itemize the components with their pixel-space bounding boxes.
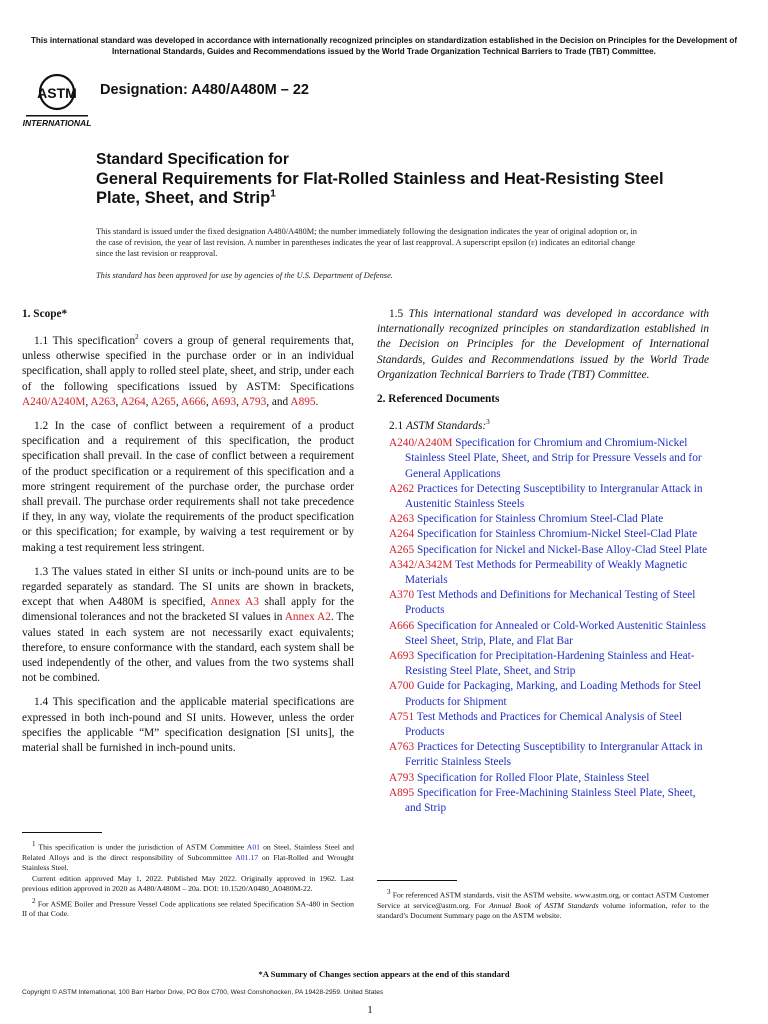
logo-bottom-text: INTERNATIONAL bbox=[22, 118, 92, 128]
issuance-note: This standard is issued under the fixed designation A480/A480M; the number immediately following the designation indicates the year of original adoption or, in the case of revision, the year of last revision. A number in parentheses indicates the year of last reapproval. A superscript epsilon (ε) indicates an editorial change since the last revision or reapproval. bbox=[96, 227, 637, 258]
standard-code[interactable]: A265 bbox=[389, 543, 415, 556]
referenced-standards-list bbox=[377, 436, 709, 816]
footnote-3: $^3$ For referenced ASTM standards, visit the ASTM website, www.astm.org, or contact ASTM Customer Service at service@astm.org. For Annual Book of ASTM Standards volume information, refer to the standard’s Document Summary page on the ASTM website. bbox=[377, 888, 709, 920]
referenced-standard-item[interactable] bbox=[377, 786, 709, 816]
footnotes-left bbox=[22, 839, 354, 921]
subcommittee-a01-17-link[interactable]: A01.17 bbox=[235, 852, 259, 862]
standard-code[interactable]: A693 bbox=[389, 650, 415, 663]
footnote-1-edition: Current edition approved May 1, 2022. Published May 2022. Originally approved in 1962. Last previous edition approved in 2020 as A480/A480M – 20a. DOI: 10.1520/A0480_A0480M-22. bbox=[22, 874, 354, 894]
standard-title[interactable]: Specification for Annealed or Cold-Worked Austenitic Stainless Steel Sheet, Strip, Plate, and Flat Bar bbox=[405, 619, 706, 647]
referenced-standard-item[interactable] bbox=[377, 771, 709, 786]
standard-code[interactable]: A263 bbox=[389, 513, 415, 526]
para-1-5: 1.5 This international standard was developed in accordance with internationally recognized principles on standardization established in the Decision on Principles for the Development of International Standards, Guides and Recommendations issued by the World Trade Organization Technical Barriers to Trade (TBT) Committee. bbox=[377, 308, 709, 381]
para-2-1: 2.1 ASTM Standards:$^3$ bbox=[389, 418, 490, 432]
page-number: 1 bbox=[367, 1004, 373, 1016]
footnote-right bbox=[377, 887, 709, 922]
standard-code[interactable]: A264 bbox=[389, 528, 415, 541]
standard-code[interactable]: A895 bbox=[389, 786, 415, 799]
standard-title[interactable]: Specification for Stainless Chromium-Nickel Steel-Clad Plate bbox=[416, 528, 698, 541]
ref-a895[interactable]: A895 bbox=[290, 395, 316, 408]
astm-logo bbox=[22, 68, 92, 130]
ref-a793[interactable]: A793 bbox=[241, 395, 267, 408]
standard-code[interactable]: A370 bbox=[389, 589, 415, 602]
standard-title[interactable]: Specification for Free-Machining Stainless Steel Plate, Sheet, and Strip bbox=[405, 786, 696, 815]
referenced-standard-item[interactable] bbox=[377, 558, 709, 588]
referenced-standard-item[interactable] bbox=[377, 649, 709, 679]
referenced-standard-item[interactable] bbox=[377, 740, 709, 770]
footnote-3-ref[interactable]: 3 bbox=[486, 418, 490, 427]
standard-title[interactable]: Practices for Detecting Susceptibility to Intergranular Attack in Austenitic Stainless Steels bbox=[405, 482, 703, 510]
standard-title[interactable]: Guide for Packaging, Marking, and Loading Methods for Steel Products for Shipment bbox=[405, 680, 702, 708]
ref-a264[interactable]: A264 bbox=[120, 395, 146, 408]
referenced-standard-item[interactable] bbox=[377, 436, 709, 482]
right-column bbox=[377, 307, 709, 816]
ref-annex-a2[interactable]: Annex A2 bbox=[284, 611, 331, 624]
title-line1: Standard Specification for bbox=[96, 151, 289, 168]
para-1-3: 1.3 The values stated in either SI units or inch-pound units are to be regarded separately as standard. The SI units are shown in brackets, except that when A480M is specified, Annex A3 shall apply for the dimensional tolerances and not the bracketed SI values in Annex A2. The values stated in each system are not necessarily exact equivalents; therefore, to ensure conformance with the standard, each system shall be used independently of the other, and values from the two systems shall not be combined. bbox=[22, 565, 354, 685]
document-title bbox=[96, 150, 696, 209]
defense-note: This standard has been approved for use by agencies of the U.S. Department of Defense. bbox=[96, 271, 393, 280]
standard-title[interactable]: Specification for Precipitation-Hardening Stainless and Heat-Resisting Steel Plate, Sheet, and Strip bbox=[405, 650, 695, 678]
standard-title[interactable]: Test Methods and Practices for Chemical Analysis of Steel Products bbox=[405, 710, 682, 739]
ref-a666[interactable]: A666 bbox=[180, 395, 206, 408]
footnote-1: $^1$ This specification is under the jurisdiction of ASTM Committee A01 on Steel, Stainless Steel and Related Alloys and is the direct responsibility of Subcommittee A01.17 on Flat-Rolled and Wrought Stainless Steel. bbox=[22, 840, 355, 872]
scope-heading: 1. Scope* bbox=[22, 308, 68, 320]
standard-title[interactable]: Specification for Rolled Floor Plate, Stainless Steel bbox=[416, 771, 650, 784]
ref-a693[interactable]: A693 bbox=[210, 395, 237, 408]
logo-top-text: ASTM bbox=[37, 85, 77, 101]
referenced-standard-item[interactable] bbox=[377, 679, 709, 709]
referenced-standard-item[interactable] bbox=[377, 588, 709, 618]
ref-a265[interactable]: A265 bbox=[150, 395, 176, 408]
footnote-rule-left bbox=[22, 832, 102, 833]
standard-code[interactable]: A240/A240M bbox=[389, 437, 453, 450]
standard-title[interactable]: Practices for Detecting Susceptibility to Intergranular Attack in Ferritic Stainless Steels bbox=[405, 741, 703, 769]
left-column bbox=[22, 307, 354, 765]
tbt-notice: This international standard was developed in accordance with internationally recognized principles on standardization established in the Decision on Principles for the Development of International Standards, Guides and Recommendations issued by the World Trade Organization Technical Barriers to Trade (TBT) Committee. bbox=[30, 36, 738, 56]
standard-title[interactable]: Specification for Nickel and Nickel-Base Alloy-Clad Steel Plate bbox=[416, 543, 708, 556]
standard-title[interactable]: Specification for Chromium and Chromium-Nickel Stainless Steel Plate, Sheet, and Strip for Pressure Vessels and for General Applications bbox=[405, 437, 702, 480]
referenced-standard-item[interactable] bbox=[377, 512, 709, 527]
standard-code[interactable]: A262 bbox=[389, 482, 415, 495]
footnote-2-ref[interactable]: 2 bbox=[135, 333, 139, 342]
copyright: Copyright © ASTM International, 100 Barr Harbor Drive, PO Box C700, West Conshohocken, PA 19428-2959. United States bbox=[22, 989, 384, 996]
standard-title[interactable]: Test Methods for Permeability of Weakly Magnetic Materials bbox=[405, 558, 688, 587]
standard-code[interactable]: A700 bbox=[389, 680, 415, 693]
footnote-2: $^2$ For ASME Boiler and Pressure Vessel Code applications see related Specification SA-480 in Section II of that Code. bbox=[22, 896, 354, 919]
standard-code[interactable]: A793 bbox=[389, 771, 415, 784]
standard-code[interactable]: A751 bbox=[389, 710, 415, 723]
para-1-4: 1.4 This specification and the applicable material specifications are expressed in both inch-pound and SI units. However, unless the order specifies the applicable “M” specification designation [SI units], the material shall be furnished in inch-pound units. bbox=[22, 696, 354, 755]
referenced-standard-item[interactable] bbox=[377, 482, 709, 512]
standard-code[interactable]: A666 bbox=[389, 619, 415, 632]
committee-a01-link[interactable]: A01 bbox=[246, 842, 261, 852]
ref-annex-a3[interactable]: Annex A3 bbox=[210, 596, 259, 609]
designation: Designation: A480/A480M – 22 bbox=[100, 82, 309, 98]
ref-a240[interactable]: A240/A240M bbox=[22, 395, 86, 408]
standard-title[interactable]: Test Methods and Definitions for Mechanical Testing of Steel Products bbox=[405, 589, 696, 617]
ref-a263[interactable]: A263 bbox=[90, 395, 116, 408]
referenced-standard-item[interactable] bbox=[377, 619, 709, 649]
refdocs-heading: 2. Referenced Documents bbox=[377, 393, 500, 406]
para-1-1: 1.1 This specification$^2$ covers a group of general requirements that, unless otherwise specified in the purchase order or in an individual specification, shall apply to rolled steel plate, sheet, and strip, under each of the following specifications issued by ASTM: Specifications A240/A240M, A263, A264, A265, A666, A693, A793, and A895. bbox=[22, 333, 354, 408]
referenced-standard-item[interactable] bbox=[377, 527, 709, 542]
para-1-2: 1.2 In the case of conflict between a requirement of a product specification and a requirement of this specification, the product specification shall prevail. In the case of conflict between a requirement of the product specification or a requirement of this specification and a more stringent requirement of the purchase order, the purchase order shall prevail. The purchase order requirements shall not take precedence if they, in any way, violate the requirements of the product specification or this specification; for example, by waiving a test requirement or by making a test requirement less stringent. bbox=[22, 419, 354, 554]
standard-title[interactable]: Specification for Stainless Chromium Steel-Clad Plate bbox=[416, 513, 664, 526]
title-footnote-ref[interactable]: 1 bbox=[270, 188, 276, 200]
referenced-standard-item[interactable] bbox=[377, 710, 709, 740]
footnote-rule-right bbox=[377, 880, 457, 881]
referenced-standard-item[interactable] bbox=[377, 543, 709, 558]
title-line2: General Requirements for Flat-Rolled Stainless and Heat-Resisting Steel Plate, Sheet, and Strip bbox=[96, 169, 664, 207]
summary-of-changes-note: *A Summary of Changes section appears at the end of this standard bbox=[258, 969, 510, 979]
standard-code[interactable]: A763 bbox=[389, 741, 415, 754]
standard-code[interactable]: A342/A342M bbox=[389, 558, 453, 571]
